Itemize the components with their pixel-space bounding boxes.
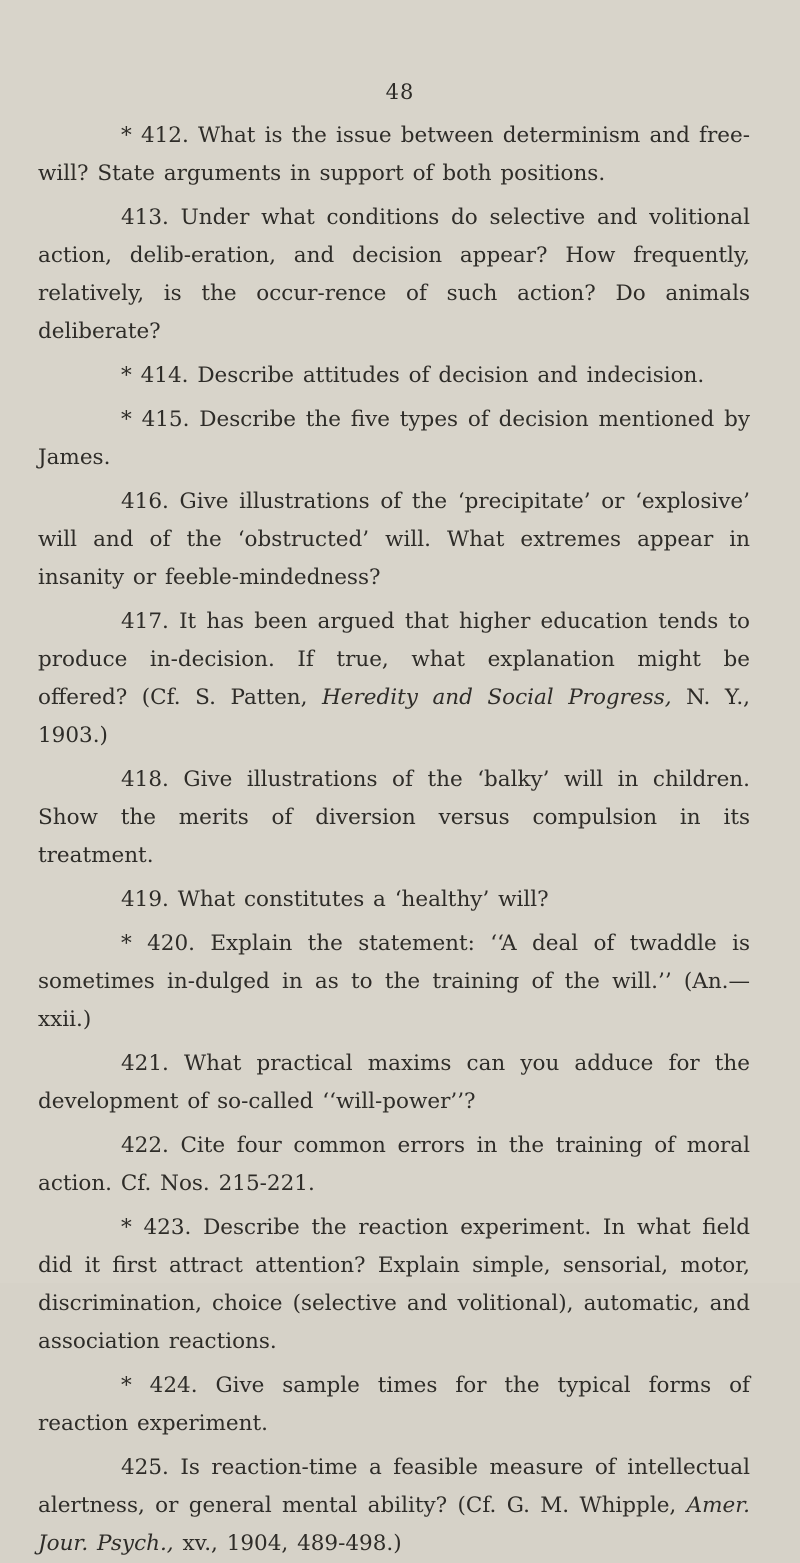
- question-421: [38, 1045, 750, 1121]
- question-text: Give illustrations of the ‘balky’ will in children. Show the merits of diversion versus compulsion in its treatment.: [38, 767, 750, 868]
- question-star: *: [121, 1373, 132, 1398]
- question-number: 420.: [147, 931, 195, 956]
- question-number: 416.: [121, 489, 169, 514]
- question-text: Cite four common errors in the training of moral action. Cf. Nos. 215-221.: [38, 1133, 750, 1196]
- question-424: [38, 1367, 750, 1443]
- question-text: What is the issue between determinism and free-will? State arguments in support of both positions.: [38, 123, 750, 186]
- question-420: [38, 925, 750, 1039]
- question-text: It has been argued that higher education tends to produce in-decision. If true, what explanation might be offered? (Cf. S. Patten,: [38, 609, 750, 710]
- question-number: 418.: [121, 767, 169, 792]
- question-text: Explain the statement: ‘‘A deal of twaddle is sometimes in-dulged in as to the training of the will.’’ (An.—xxii.): [38, 931, 750, 1032]
- question-star: *: [121, 407, 132, 432]
- question-number: 422.: [121, 1133, 169, 1158]
- question-text: What constitutes a ‘healthy’ will?: [177, 887, 549, 912]
- question-text: Describe the five types of decision mentioned by James.: [38, 407, 750, 470]
- question-text-end: xv., 1904, 489-498.): [182, 1531, 402, 1556]
- question-417: [38, 603, 750, 755]
- question-number: 421.: [121, 1051, 169, 1076]
- question-number: 424.: [149, 1373, 198, 1398]
- question-star: *: [121, 363, 132, 388]
- question-number: 425.: [121, 1455, 169, 1480]
- question-star: *: [121, 931, 132, 956]
- question-number: 414.: [140, 363, 189, 388]
- question-423: [38, 1209, 750, 1361]
- question-star: *: [121, 123, 132, 148]
- question-number: 415.: [141, 407, 190, 432]
- question-text: Under what conditions do selective and volitional action, delib-eration, and decision appear? How frequently, relatively, is the occur-rence of such action? Do animals deliberate?: [38, 205, 750, 344]
- question-415: [38, 401, 750, 477]
- question-418: [38, 761, 750, 875]
- question-number: 419.: [121, 887, 169, 912]
- question-text-end: N. Y., 1903.): [38, 685, 750, 748]
- question-text: Describe attitudes of decision and indecision.: [197, 363, 705, 388]
- question-422: [38, 1127, 750, 1203]
- question-414: [38, 357, 750, 395]
- page-number: 48: [385, 80, 415, 104]
- question-number: 413.: [121, 205, 169, 230]
- question-text: Give illustrations of the ‘precipitate’ or ‘explosive’ will and of the ‘obstructed’ will. What extremes appear in insanity or feeble-mindedness?: [38, 489, 750, 590]
- question-412: [38, 117, 750, 193]
- question-text: Is reaction-time a feasible measure of intellectual alertness, or general mental ability? (Cf. G. M. Whipple,: [38, 1455, 750, 1518]
- question-number: 417.: [121, 609, 169, 634]
- question-star: *: [121, 1215, 132, 1240]
- question-text: What practical maxims can you adduce for the development of so-called ‘‘will-power’’?: [38, 1051, 750, 1114]
- question-416: [38, 483, 750, 597]
- citation-title: Heredity and Social Progress,: [322, 685, 672, 710]
- question-425: [38, 1449, 750, 1563]
- question-number: 423.: [143, 1215, 192, 1240]
- question-text: Describe the reaction experiment. In what field did it first attract attention? Explain simple, sensorial, motor, discrimination, choice (selective and volitional), automatic, and association reactions.: [38, 1215, 751, 1354]
- question-419: [38, 881, 750, 919]
- question-number: 412.: [140, 123, 189, 148]
- citation-journal: Amer. Jour. Psych.,: [38, 1493, 750, 1556]
- question-413: [38, 199, 750, 351]
- question-text: Give sample times for the typical forms of reaction experiment.: [38, 1373, 750, 1436]
